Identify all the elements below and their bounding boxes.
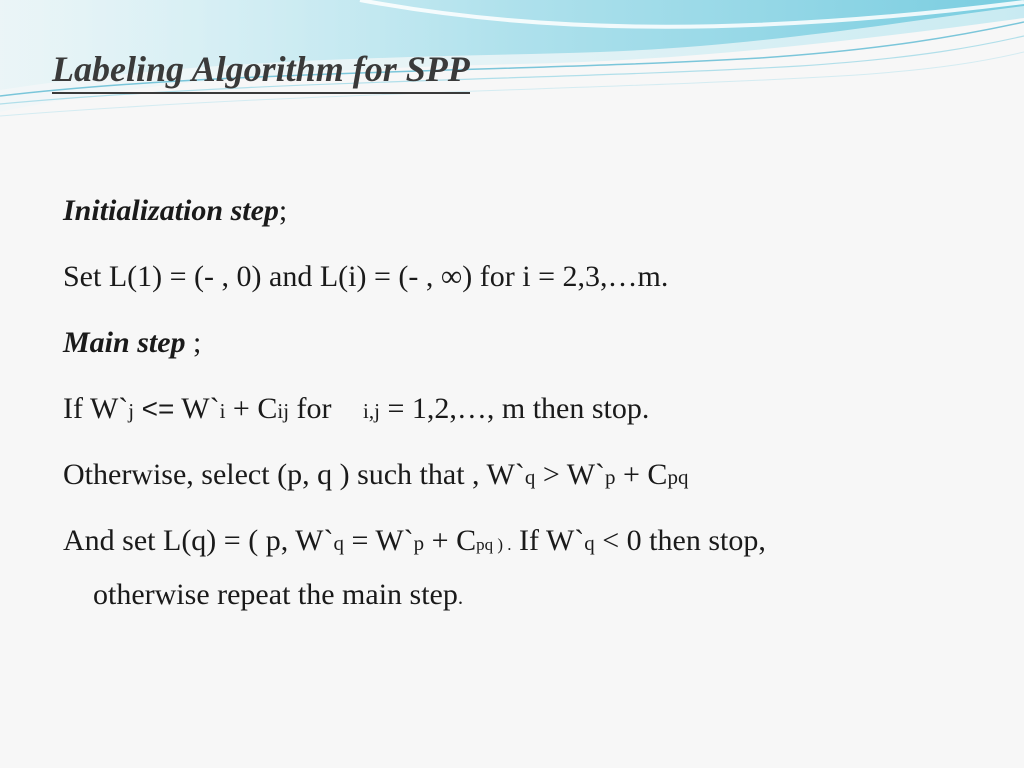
if-text: If W`	[63, 392, 129, 425]
otherwise-select-line	[63, 460, 688, 490]
main-step-label: Main step	[63, 326, 186, 359]
initialization-label: Initialization step	[63, 194, 279, 227]
equals-w-text: = W`	[343, 524, 414, 557]
stop-condition-line	[63, 394, 649, 424]
repeat-line	[93, 580, 463, 610]
otherwise-text: Otherwise, select (p, q ) such that , W`	[63, 458, 525, 491]
sub-ij: ij	[277, 399, 290, 423]
main-step-punct: ;	[185, 326, 202, 359]
sub-q: q	[584, 531, 595, 555]
plus-c-text: + C	[424, 524, 477, 557]
slide-title: Labeling Algorithm for SPP	[52, 48, 470, 94]
range-then-stop: = 1,2,…, m then stop.	[379, 392, 650, 425]
less-than-stop-text: < 0 then stop,	[594, 524, 766, 557]
initialization-heading	[63, 196, 287, 226]
sub-j: j	[128, 399, 135, 423]
set-label-q-line	[63, 526, 766, 556]
sub-q: q	[524, 465, 536, 489]
for-text: for	[289, 392, 340, 425]
lte-operator: <=	[141, 393, 175, 424]
ij-small: i,j	[363, 399, 380, 423]
greater-w-text: > W`	[535, 458, 605, 491]
set-initial-labels-line: Set L(1) = (- , 0) and L(i) = (- , ∞) for i = 2,3,…m.	[63, 260, 669, 293]
plus-c-text: + C	[225, 392, 278, 425]
main-step-heading	[63, 328, 201, 358]
sub-i: i	[219, 399, 226, 423]
sub-pq-close: pq ) .	[476, 535, 512, 554]
and-set-text: And set L(q) = ( p, W`	[63, 524, 334, 557]
sub-pq: pq	[667, 465, 689, 489]
sub-p: p	[605, 465, 616, 489]
plus-c-text: + C	[615, 458, 668, 491]
w-i-text: W`	[181, 392, 220, 425]
sub-p: p	[413, 531, 425, 555]
if-w-text: If W`	[511, 524, 585, 557]
initialization-punct: ;	[278, 194, 288, 227]
repeat-period: .	[457, 585, 464, 609]
sub-q: q	[333, 531, 344, 555]
repeat-text: otherwise repeat the main step	[93, 578, 458, 611]
